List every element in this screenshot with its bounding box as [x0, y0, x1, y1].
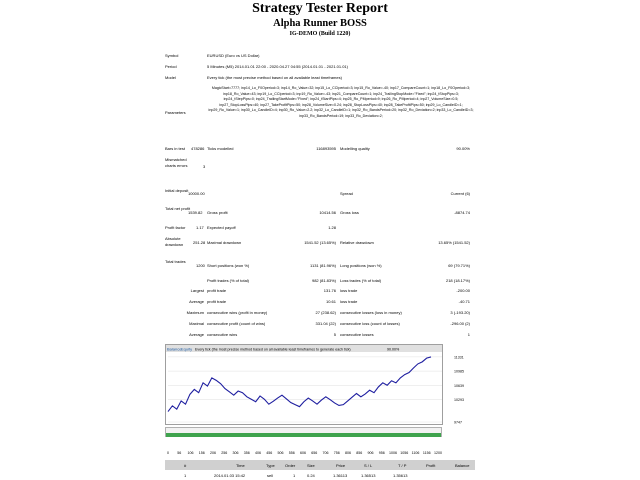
long-positions-value: 69 (79.71%) [448, 263, 470, 268]
max-cons-losses-value: 3 (-193.20) [450, 310, 470, 315]
y-tick-label: 10985 [454, 369, 464, 374]
bars-value: 478286 [191, 146, 205, 151]
abs-drawdown-value: 251.28 [193, 240, 206, 245]
x-tick-label: 206 [210, 451, 216, 455]
profit-trades-value: 982 (81.83%) [311, 278, 336, 283]
max-drawdown-label: Maximal drawdown [207, 240, 242, 245]
col-profit: Profit [426, 463, 436, 468]
mismatch-label: Mismatched charts errors [165, 157, 188, 168]
x-tick-label: 706 [322, 451, 329, 455]
y-tick-label: 10639 [454, 383, 464, 388]
col-size: Size [307, 463, 315, 468]
symbol-label: Symbol [165, 53, 179, 58]
x-tick-label: 806 [345, 451, 351, 455]
profit-factor-label: Profit factor [165, 225, 186, 230]
report-title: Strategy Tester Report [252, 1, 388, 16]
average-label: Average [189, 299, 204, 304]
x-tick-label: 506 [277, 451, 284, 455]
max-cons-wins-label: consecutive wins (profit in money) [207, 310, 268, 315]
gross-profit-value: 10414.56 [319, 210, 336, 215]
volume-bar-fill [166, 433, 441, 437]
expected-payoff-value: 1.28 [328, 225, 336, 230]
max-cons-wins-value: 27 (238.62) [315, 310, 336, 315]
y-tick-label: 11331 [454, 355, 464, 360]
average-profit-label: profit trade [207, 299, 227, 304]
largest-profit-value: 131.76 [323, 288, 336, 293]
order-row-tp: 1.35613 [393, 473, 408, 478]
avg-cons-wins-label: consecutive wins [207, 332, 238, 337]
gross-profit-label: Gross profit [207, 210, 228, 215]
period-value: 5 Minutes (M5) 2014.01.01 22:00 - 2020.04.27 04:55 (2014.01.01 - 2021.01.01) [207, 64, 348, 69]
bars-label: Bars in test [165, 146, 186, 151]
average-loss-label: loss trade [340, 299, 358, 304]
col-type: Type [266, 463, 275, 468]
col-price: Price [336, 463, 346, 468]
long-positions-label: Long positions (won %) [340, 263, 382, 268]
y-tick-label: 9747 [454, 420, 462, 425]
rel-drawdown-label: Relative drawdown [340, 240, 374, 245]
max-cons-losses-label: consecutive losses (loss in money) [340, 310, 402, 315]
loss-trades-label: Loss trades (% of total) [340, 278, 382, 283]
abs-drawdown-label: Absolute drawdown [165, 236, 184, 247]
average2-label: Average [189, 332, 204, 337]
ea-name: Alpha Runner BOSS [273, 18, 367, 29]
mismatch-value: 3 [203, 164, 206, 169]
spread-label: Spread [340, 191, 353, 196]
col-number: # [184, 463, 187, 468]
caption-tab-balance: Balance [167, 346, 182, 352]
x-tick-label: 106 [187, 451, 194, 455]
x-tick-label: 1106 [411, 451, 420, 455]
x-tick-label: 656 [311, 451, 318, 455]
expected-payoff-label: Expected payoff [207, 225, 236, 230]
spread-value: Current (6) [450, 191, 470, 196]
quality-label: Modelling quality [340, 146, 370, 151]
average-profit-value: 10.61 [325, 299, 336, 304]
model-label: Model [165, 75, 176, 80]
net-profit-label: Total net profit [165, 206, 191, 211]
ticks-value: 116893595 [316, 146, 336, 151]
largest-profit-label: profit trade [207, 288, 227, 293]
order-row-sl: 1.36513 [361, 473, 376, 478]
x-tick-label: 606 [300, 451, 306, 455]
maximum-label: Maximum [186, 310, 204, 315]
x-tick-label: 306 [232, 451, 239, 455]
x-tick-label: 1056 [400, 451, 409, 455]
x-tick-label: 856 [356, 451, 363, 455]
ticks-label: Ticks modelled [207, 146, 234, 151]
server-build: IG-DEMO (Build 1220) [289, 31, 351, 37]
profit-trades-label: Profit trades (% of total) [207, 278, 250, 283]
balance-chart [165, 344, 475, 460]
caption-quality: 90.00% [387, 347, 400, 352]
gross-loss-label: Gross loss [340, 210, 359, 215]
average-loss-value: -40.71 [458, 299, 470, 304]
largest-loss-value: -200.00 [456, 288, 470, 293]
rel-drawdown-value: 13.65% (1541.52) [438, 240, 470, 245]
order-row-size: 0.24 [307, 473, 315, 478]
col-sl: S / L [364, 463, 373, 468]
avg-cons-losses-label: consecutive losses [340, 332, 374, 337]
symbol-value: EURUSD (Euro vs US Dollar) [207, 53, 260, 58]
y-tick-label: 10293 [454, 398, 464, 403]
max-drawdown-value: 1541.52 (13.65%) [304, 240, 336, 245]
x-tick-label: 956 [378, 451, 385, 455]
avg-cons-losses-value: 1 [467, 332, 470, 337]
quality-value: 90.00% [456, 146, 470, 151]
net-profit-value: 1539.82 [188, 210, 203, 215]
maximal-loss-value: -296.00 (2) [450, 321, 470, 326]
x-tick-label: 1200 [434, 451, 442, 455]
x-tick-label: 0 [167, 451, 169, 455]
total-trades-label: Total trades [165, 259, 186, 264]
avg-cons-wins-value: 5 [333, 332, 336, 337]
loss-trades-value: 218 (18.17%) [445, 278, 470, 283]
col-time: Time [236, 463, 245, 468]
parameters-value: MagicStart=7777; inp14_Lo_F0Operiod=3; inp14_Ro_Value=32; inp15_Lo_CCIperiod=3; inp15_Ro_Value=-40; inp17_CompareCount=1; inp18_Lo_F0Operiod=3; inp18_Ro_Value=43; inp19_Lo_CCIperiod=3; inp19_Ro_Value=-43; inp21_CompareCount=1; inp24_TrailingStopMode="Fixed"; inp24_tStopPips=3; inp24_tStepPips=0; inp24_TrailingStartMode="Fixed"; inp24_tStartPips=4; inp25_Ro_PMperiod=9; inp26_Ro_PMperiod=4; inp27_VolumeSize=0.5; inp27_StopLossPips=40; inp27_TakeProfitPips=50; inp28_VolumeSize=0.24; inp28_StopLossPips=40; inp28_TakeProfitPips=50; inp29_Lo_CandleID=1; inp29_Ro_Value=1; inp30_Lo_CandleID=4; inp30_Ro_Value=2.2; inp32_Lo_CandleID=1; inp32_Ro_BandsPeriod=20; inp32_Ro_Deviation=2; inp33_Lo_CandleID=3; inp33_Ro_BandsPeriod=19; inp33_Ro_Deviation=2; [208, 86, 474, 118]
largest-loss-label: loss trade [340, 288, 358, 293]
order-row-number: 1 [184, 473, 187, 478]
col-balance: Balance [455, 463, 470, 468]
parameters-label: Parameters [165, 110, 186, 115]
x-tick-label: 1156 [422, 451, 431, 455]
period-label: Period [165, 64, 177, 69]
order-row-type: sell [267, 473, 274, 478]
volume-bar [165, 427, 442, 437]
col-tp: T / P [398, 463, 407, 468]
initial-deposit-label: Initial deposit [165, 188, 189, 193]
x-tick-label: 356 [243, 451, 250, 455]
x-tick-label: 56 [177, 451, 182, 455]
short-positions-label: Short positions (won %) [207, 263, 250, 268]
caption-tab-equity: Equity [181, 346, 193, 352]
maximal-loss-label: consecutive loss (count of losses) [340, 321, 400, 326]
short-positions-value: 1131 (81.96%) [310, 263, 336, 268]
order-row-time: 2014.01.03 15:42 [214, 473, 246, 478]
x-tick-label: 256 [221, 451, 228, 455]
gross-loss-value: -8874.74 [454, 210, 470, 215]
largest-label: Largest [190, 288, 204, 293]
x-tick-label: 156 [198, 451, 205, 455]
initial-deposit-value: 10000.00 [188, 191, 205, 196]
col-order: Order [285, 463, 296, 468]
caption-text: Every tick (the most precise method based on all available least timeframes to generate each tick) [195, 347, 351, 352]
model-value: Every tick (the most precise method based on all available least timeframes) [207, 75, 342, 80]
profit-factor-value: 1.17 [196, 225, 204, 230]
maximal-profit-value: 331.04 (22) [315, 321, 336, 326]
x-tick-label: 756 [333, 451, 340, 455]
maximal-label: Maximal [189, 321, 204, 326]
total-trades-value: 1200 [196, 263, 205, 268]
x-tick-label: 1006 [389, 451, 397, 455]
x-tick-label: 906 [367, 451, 374, 455]
x-tick-label: 456 [266, 451, 273, 455]
order-row-order: 1 [293, 473, 296, 478]
order-row-price: 1.36113 [333, 473, 348, 478]
x-tick-label: 406 [255, 451, 261, 455]
x-tick-label: 556 [288, 451, 295, 455]
maximal-profit-label: consecutive profit (count of wins) [207, 321, 266, 326]
